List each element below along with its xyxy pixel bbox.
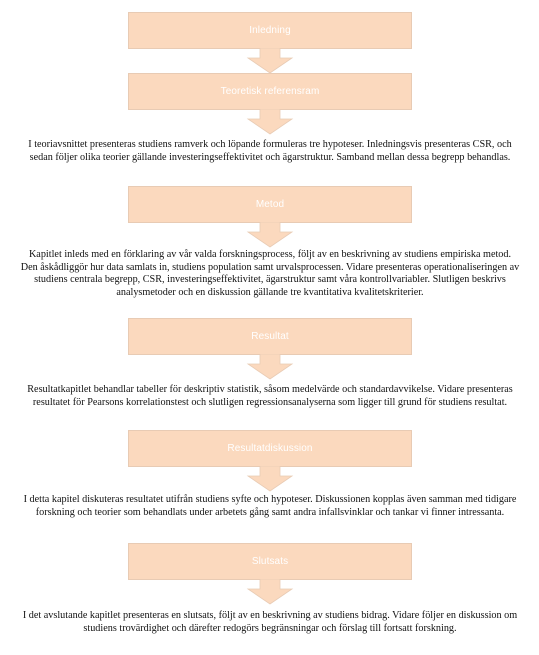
stage-description-metod: Kapitlet inleds med en förklaring av vår valda forskningsprocess, följt av en beskrivning av studiens empiriska metod. Den åskådliggör hur data samlats in, studiens population samt urvalsprocessen. Vidare presenteras operationaliseringen av studiens centrala begrepp, CSR, investeringseffektivitet, ägarstruktur samt våra kontrollvariabler. Slutligen beskrivs analysmetoder och en diskussion gällande tre kvantitativa kvalitetskriterier. xyxy=(20,249,520,298)
stage-description-resultat: Resultatkapitlet behandlar tabeller för deskriptiv statistik, såsom medelvärde och standardavvikelse. Vidare presenteras resultatet för Pearsons korrelationstest och slutligen regressionsanalyserna som ligger till grund för studiens resultat. xyxy=(27,384,513,408)
down-arrow-icon xyxy=(246,109,294,135)
stage-title-resultatdiskussion: Resultatdiskussion xyxy=(227,443,313,454)
stage-box-metod xyxy=(128,186,412,223)
stage-title-metod: Metod xyxy=(255,199,285,210)
down-arrow-icon xyxy=(246,579,294,605)
down-arrow-icon xyxy=(246,222,294,248)
stage-box-teoretisk-referensram xyxy=(128,73,412,110)
down-arrow-icon xyxy=(246,354,294,380)
stage-box-slutsats xyxy=(128,543,412,580)
down-arrow-icon xyxy=(246,466,294,492)
stage-description-teoretisk-referensram: I teoriavsnittet presenteras studiens ramverk och löpande formuleras tre hypoteser. Inledningsvis presenteras CSR, och sedan följer olika teorier gällande investeringseffektivitet och ägarstruktur. Samband mellan dessa begrepp behandlas. xyxy=(28,139,512,163)
stage-title-inledning: Inledning xyxy=(249,25,291,36)
stage-description-resultatdiskussion: I detta kapitel diskuteras resultatet utifrån studiens syfte och hypoteser. Diskussionen kopplas även samman med tidigare forskning och teorier som behandlats under arbetets gång samt andra infallsvinklar och tankar vi finner intressanta. xyxy=(23,494,517,518)
stage-box-inledning xyxy=(128,12,412,49)
stage-box-resultatdiskussion xyxy=(128,430,412,467)
stage-title-slutsats: Slutsats xyxy=(251,556,289,567)
stage-title-resultat: Resultat xyxy=(251,331,289,342)
stage-description-slutsats: I det avslutande kapitlet presenteras en slutsats, följt av en beskrivning av studiens bidrag. Vidare följer en diskussion om studiens trovärdighet och därefter redogörs begränsningar och förslag till fortsatt forskning. xyxy=(22,610,518,634)
down-arrow-icon xyxy=(246,48,294,74)
stage-box-resultat xyxy=(128,318,412,355)
stage-title-teoretisk-referensram: Teoretisk referensram xyxy=(220,86,320,97)
